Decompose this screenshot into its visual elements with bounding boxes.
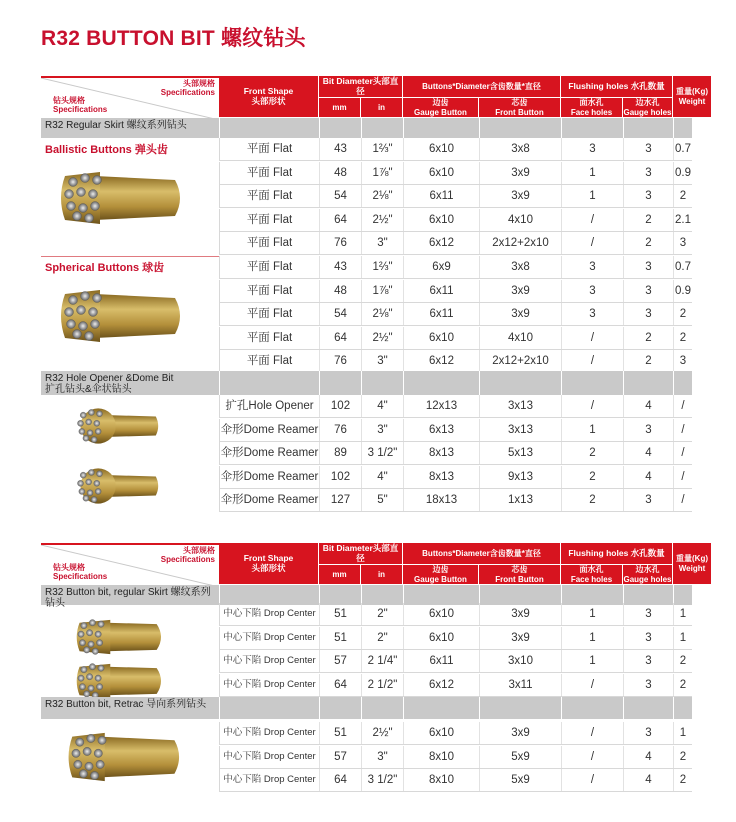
table-row: [219, 627, 692, 650]
front-button-cell: 3x9: [479, 280, 561, 302]
spec-header-cell: [41, 543, 219, 585]
diameter-in-cell: 4": [361, 395, 403, 417]
section-retrac-cell: [673, 697, 692, 719]
gauge-holes-cell: 2: [623, 327, 673, 349]
gauge-button-header: 边齿 Gauge Button: [403, 98, 478, 117]
section-button-regular-cell: [219, 585, 319, 605]
gauge-holes-cell: 3: [623, 674, 673, 696]
diameter-mm-cell: 54: [319, 303, 361, 325]
section-hole-opener-cell: [561, 371, 623, 395]
front-shape-cell: 平面 Flat: [219, 232, 319, 254]
spec-top-label: 头部规格 Specifications: [160, 546, 215, 564]
face-holes-cell: /: [561, 746, 623, 768]
diameter-in-cell: 2½": [361, 209, 403, 231]
section-regular-skirt: [41, 118, 219, 138]
table-row: [219, 603, 692, 626]
gauge-button-cell: 6x11: [403, 303, 479, 325]
gauge-holes-cell: 3: [623, 303, 673, 325]
diameter-mm-cell: 51: [319, 603, 361, 625]
front-shape-cell: 伞形Dome Reamer: [219, 419, 319, 441]
face-holes-cell: 3: [561, 138, 623, 160]
weight-cell: 0.9: [673, 280, 692, 302]
face-holes-cell: 3: [561, 256, 623, 278]
gauge-holes-cell: 2: [623, 232, 673, 254]
weight-cell: 1: [673, 722, 692, 744]
diameter-in-cell: 1⅞": [361, 280, 403, 302]
diameter-in-cell: 2⅛": [361, 185, 403, 207]
bit-diameter-header: Bit Diameter头部直径: [319, 543, 402, 564]
section-regular-skirt-cell: [623, 118, 673, 138]
buttons-header: Buttons*Diameter含齿数量*直径: [403, 76, 560, 97]
table-row: [219, 350, 692, 373]
gauge-button-cell: 6x10: [403, 162, 479, 184]
diameter-mm-cell: 64: [319, 209, 361, 231]
gauge-button-cell: 6x9: [403, 256, 479, 278]
diameter-in-cell: 3": [361, 746, 403, 768]
table-row: [219, 746, 692, 769]
weight-cell: /: [673, 419, 692, 441]
face-holes-cell: /: [561, 350, 623, 372]
mm-header: mm: [319, 565, 360, 584]
group-ballistic: Ballistic Buttons 弹头齿: [45, 144, 168, 156]
face-holes-cell: 1: [561, 419, 623, 441]
diameter-in-cell: 2 1/4": [361, 650, 403, 672]
front-shape-cell: 平面 Flat: [219, 327, 319, 349]
weight-cell: 0.7: [673, 256, 692, 278]
gauge-holes-cell: 4: [623, 442, 673, 464]
section-hole-opener: [41, 371, 219, 395]
section-retrac: [41, 697, 219, 719]
diameter-mm-cell: 48: [319, 162, 361, 184]
diameter-in-cell: 1⅔": [361, 138, 403, 160]
gauge-holes-cell: 3: [623, 650, 673, 672]
gauge-button-cell: 6x12: [403, 674, 479, 696]
diameter-mm-cell: 57: [319, 650, 361, 672]
diameter-mm-cell: 54: [319, 185, 361, 207]
diameter-mm-cell: 76: [319, 419, 361, 441]
weight-cell: 0.9: [673, 162, 692, 184]
table-row: [219, 419, 692, 442]
front-button-cell: 3x8: [479, 138, 561, 160]
weight-cell: 3: [673, 232, 692, 254]
diameter-mm-cell: 64: [319, 674, 361, 696]
front-button-header: 芯齿 Front Button: [479, 565, 560, 584]
section-button-regular-cell: [403, 585, 479, 605]
front-button-cell: 5x13: [479, 442, 561, 464]
front-shape-cell: 中心下陷 Drop Center: [219, 650, 319, 672]
front-button-header: 芯齿 Front Button: [479, 98, 560, 117]
section-retrac-cell: [403, 697, 479, 719]
front-shape-header: Front Shape 头部形状: [219, 543, 318, 584]
gauge-button-cell: 12x13: [403, 395, 479, 417]
gauge-holes-header: 边水孔 Gauge holes: [623, 565, 672, 584]
gauge-holes-cell: 3: [623, 419, 673, 441]
face-holes-cell: 1: [561, 185, 623, 207]
spherical-bit-image: [55, 286, 195, 346]
front-shape-cell: 扩孔Hole Opener: [219, 395, 319, 417]
diameter-in-cell: 3 1/2": [361, 769, 403, 791]
weight-cell: /: [673, 442, 692, 464]
diameter-mm-cell: 102: [319, 466, 361, 488]
spec-header-cell: [41, 76, 219, 118]
gauge-button-cell: 18x13: [403, 489, 479, 511]
front-button-cell: 5x9: [479, 746, 561, 768]
diameter-in-cell: 4": [361, 466, 403, 488]
gauge-button-cell: 6x11: [403, 650, 479, 672]
section-hole-opener-cell: [673, 371, 692, 395]
face-holes-cell: 2: [561, 466, 623, 488]
spec-top-label: 头部规格 Specifications: [160, 79, 215, 97]
gauge-button-cell: 6x12: [403, 232, 479, 254]
weight-cell: 2: [673, 650, 692, 672]
section-retrac-cell: [361, 697, 403, 719]
front-shape-cell: 平面 Flat: [219, 209, 319, 231]
front-button-cell: 1x13: [479, 489, 561, 511]
diameter-in-cell: 2": [361, 603, 403, 625]
gauge-button-cell: 8x13: [403, 466, 479, 488]
front-shape-cell: 中心下陷 Drop Center: [219, 722, 319, 744]
weight-cell: /: [673, 466, 692, 488]
weight-cell: 1: [673, 603, 692, 625]
weight-cell: /: [673, 489, 692, 511]
section-retrac-cell: [219, 697, 319, 719]
gauge-button-cell: 6x10: [403, 138, 479, 160]
gauge-holes-cell: 3: [623, 603, 673, 625]
diameter-in-cell: 2 1/2": [361, 674, 403, 696]
table-row: [219, 280, 692, 303]
table-row: [219, 395, 692, 418]
section-regular-skirt-cell: [319, 118, 361, 138]
front-shape-cell: 伞形Dome Reamer: [219, 466, 319, 488]
gauge-holes-cell: 3: [623, 280, 673, 302]
buttons-header: Buttons*Diameter含齿数量*直径: [403, 543, 560, 564]
diameter-mm-cell: 51: [319, 627, 361, 649]
section-retrac-cell: [561, 697, 623, 719]
section-regular-skirt-label: R32 Regular Skirt 螺纹系列钻头: [45, 120, 187, 131]
front-shape-cell: 中心下陷 Drop Center: [219, 603, 319, 625]
section-button-regular-cell: [479, 585, 561, 605]
section-regular-skirt-cell: [673, 118, 692, 138]
front-shape-cell: 中心下陷 Drop Center: [219, 627, 319, 649]
diameter-in-cell: 2½": [361, 722, 403, 744]
face-holes-cell: /: [561, 674, 623, 696]
face-holes-cell: 1: [561, 162, 623, 184]
front-shape-cell: 中心下陷 Drop Center: [219, 746, 319, 768]
section-regular-skirt-cell: [403, 118, 479, 138]
diameter-mm-cell: 76: [319, 350, 361, 372]
section-button-regular-label: R32 Button bit, regular Skirt 螺纹系列钻头: [45, 587, 211, 609]
table-row: [219, 327, 692, 350]
front-shape-cell: 伞形Dome Reamer: [219, 489, 319, 511]
section-button-regular-cell: [623, 585, 673, 605]
diameter-mm-cell: 76: [319, 232, 361, 254]
face-holes-header: 面水孔 Face holes: [561, 98, 622, 117]
table-row: [219, 232, 692, 255]
diameter-mm-cell: 51: [319, 722, 361, 744]
front-button-cell: 3x8: [479, 256, 561, 278]
face-holes-cell: 3: [561, 280, 623, 302]
section-hole-opener-cell: [403, 371, 479, 395]
section-button-regular-cell: [561, 585, 623, 605]
diameter-in-cell: 2": [361, 627, 403, 649]
front-shape-cell: 平面 Flat: [219, 138, 319, 160]
section-retrac-cell: [479, 697, 561, 719]
gauge-button-cell: 6x10: [403, 327, 479, 349]
weight-header: 重量(Kg) Weight: [673, 543, 711, 584]
gauge-holes-cell: 3: [623, 185, 673, 207]
gauge-holes-cell: 4: [623, 395, 673, 417]
face-holes-cell: /: [561, 327, 623, 349]
diameter-in-cell: 2½": [361, 327, 403, 349]
section-regular-skirt-cell: [561, 118, 623, 138]
weight-cell: /: [673, 395, 692, 417]
face-holes-cell: /: [561, 232, 623, 254]
diameter-mm-cell: 57: [319, 746, 361, 768]
gauge-holes-cell: 3: [623, 162, 673, 184]
diameter-mm-cell: 127: [319, 489, 361, 511]
table-row: [219, 722, 692, 745]
gauge-holes-cell: 3: [623, 627, 673, 649]
front-shape-header: Front Shape 头部形状: [219, 76, 318, 117]
weight-cell: 3: [673, 350, 692, 372]
face-holes-cell: /: [561, 209, 623, 231]
gauge-button-cell: 6x10: [403, 209, 479, 231]
group-spherical: Spherical Buttons 球齿: [45, 262, 165, 274]
gauge-button-cell: 6x11: [403, 185, 479, 207]
weight-cell: 2.1: [673, 209, 692, 231]
table-row: [219, 256, 692, 279]
section-button-regular: [41, 585, 219, 609]
gauge-holes-header: 边水孔 Gauge holes: [623, 98, 672, 117]
front-shape-cell: 平面 Flat: [219, 280, 319, 302]
gauge-holes-cell: 2: [623, 350, 673, 372]
front-shape-cell: 平面 Flat: [219, 350, 319, 372]
table-row: [219, 303, 692, 326]
section-hole-opener-cell: [219, 371, 319, 395]
diameter-mm-cell: 89: [319, 442, 361, 464]
spec-bottom-label: 钻头规格 Specifications: [53, 96, 108, 115]
dome-reamer-image: [71, 456, 166, 516]
diameter-in-cell: 3": [361, 232, 403, 254]
front-button-cell: 3x9: [479, 303, 561, 325]
table-row: [219, 138, 692, 161]
front-button-cell: 2x12+2x10: [479, 350, 561, 372]
weight-cell: 1: [673, 627, 692, 649]
section-retrac-label: R32 Button bit, Retrac 导向系列钻头: [45, 699, 207, 710]
section-hole-opener-cell: [361, 371, 403, 395]
diameter-in-cell: 1⅞": [361, 162, 403, 184]
in-header: in: [361, 98, 402, 117]
front-shape-cell: 中心下陷 Drop Center: [219, 769, 319, 791]
table-row: [219, 162, 692, 185]
front-shape-cell: 伞形Dome Reamer: [219, 442, 319, 464]
front-shape-cell: 平面 Flat: [219, 185, 319, 207]
mm-header: mm: [319, 98, 360, 117]
diameter-in-cell: 5": [361, 489, 403, 511]
gauge-holes-cell: 3: [623, 138, 673, 160]
weight-header: 重量(Kg) Weight: [673, 76, 711, 117]
gauge-button-header: 边齿 Gauge Button: [403, 565, 478, 584]
page-title: R32 BUTTON BIT 螺纹钻头: [41, 27, 306, 50]
weight-cell: 0.7: [673, 138, 692, 160]
gauge-button-cell: 6x12: [403, 350, 479, 372]
weight-cell: 2: [673, 746, 692, 768]
front-button-cell: 3x13: [479, 395, 561, 417]
section-retrac-cell: [623, 697, 673, 719]
section-hole-opener-cell: [319, 371, 361, 395]
face-holes-cell: 1: [561, 650, 623, 672]
front-button-cell: 3x9: [479, 603, 561, 625]
diameter-mm-cell: 64: [319, 769, 361, 791]
front-button-cell: 5x9: [479, 769, 561, 791]
section-regular-skirt-cell: [219, 118, 319, 138]
diameter-in-cell: 3": [361, 350, 403, 372]
section-button-regular-cell: [319, 585, 361, 605]
diameter-in-cell: 3 1/2": [361, 442, 403, 464]
front-button-cell: 9x13: [479, 466, 561, 488]
diameter-mm-cell: 64: [319, 327, 361, 349]
weight-cell: 2: [673, 769, 692, 791]
face-holes-cell: 1: [561, 603, 623, 625]
section-regular-skirt-cell: [479, 118, 561, 138]
table-row: [219, 489, 692, 512]
front-button-cell: 3x9: [479, 185, 561, 207]
gauge-holes-cell: 3: [623, 256, 673, 278]
section-button-regular-cell: [361, 585, 403, 605]
section-regular-skirt-cell: [361, 118, 403, 138]
diameter-in-cell: 2⅛": [361, 303, 403, 325]
front-button-cell: 3x10: [479, 650, 561, 672]
gauge-button-cell: 8x10: [403, 769, 479, 791]
gauge-button-cell: 6x13: [403, 419, 479, 441]
front-button-cell: 3x9: [479, 722, 561, 744]
face-holes-cell: 2: [561, 442, 623, 464]
front-button-cell: 2x12+2x10: [479, 232, 561, 254]
face-holes-cell: 2: [561, 489, 623, 511]
gauge-button-cell: 6x10: [403, 722, 479, 744]
diameter-mm-cell: 102: [319, 395, 361, 417]
table-drop-center: [41, 542, 708, 793]
face-holes-cell: 1: [561, 627, 623, 649]
front-shape-cell: 平面 Flat: [219, 303, 319, 325]
diameter-mm-cell: 43: [319, 256, 361, 278]
gauge-holes-cell: 3: [623, 489, 673, 511]
front-shape-cell: 中心下陷 Drop Center: [219, 674, 319, 696]
diameter-in-cell: 1⅔": [361, 256, 403, 278]
flushing-holes-header: Flushing holes 水孔数量: [561, 76, 672, 97]
table-row: [219, 650, 692, 673]
face-holes-header: 面水孔 Face holes: [561, 565, 622, 584]
weight-cell: 2: [673, 327, 692, 349]
table-header: [41, 75, 708, 118]
diameter-mm-cell: 48: [319, 280, 361, 302]
hole-opener-image: [71, 396, 166, 456]
gauge-button-cell: 6x10: [403, 603, 479, 625]
front-button-cell: 4x10: [479, 209, 561, 231]
front-shape-cell: 平面 Flat: [219, 256, 319, 278]
weight-cell: 2: [673, 674, 692, 696]
gauge-holes-cell: 4: [623, 769, 673, 791]
table-row: [219, 466, 692, 489]
table-regular-skirt: [41, 75, 708, 512]
diameter-in-cell: 3": [361, 419, 403, 441]
gauge-holes-cell: 4: [623, 466, 673, 488]
diameter-mm-cell: 43: [319, 138, 361, 160]
front-button-cell: 3x9: [479, 627, 561, 649]
in-header: in: [361, 565, 402, 584]
weight-cell: 2: [673, 303, 692, 325]
table-row: [219, 185, 692, 208]
retrac-bit-image: [63, 727, 193, 787]
weight-cell: 2: [673, 185, 692, 207]
gauge-holes-cell: 4: [623, 746, 673, 768]
gauge-button-cell: 6x11: [403, 280, 479, 302]
section-hole-opener-cell: [479, 371, 561, 395]
face-holes-cell: /: [561, 395, 623, 417]
front-button-cell: 3x13: [479, 419, 561, 441]
table-header: [41, 542, 708, 585]
section-hole-opener-cell: [623, 371, 673, 395]
section-button-regular-cell: [673, 585, 692, 605]
spec-bottom-label: 钻头规格 Specifications: [53, 563, 108, 582]
gauge-button-cell: 8x13: [403, 442, 479, 464]
table-row: [219, 209, 692, 232]
table-row: [219, 442, 692, 465]
front-button-cell: 4x10: [479, 327, 561, 349]
flushing-holes-header: Flushing holes 水孔数量: [561, 543, 672, 564]
face-holes-cell: /: [561, 722, 623, 744]
gauge-button-cell: 8x10: [403, 746, 479, 768]
gauge-holes-cell: 2: [623, 209, 673, 231]
section-retrac-cell: [319, 697, 361, 719]
section-hole-opener-label: R32 Hole Opener &Dome Bit 扩孔钻头&伞状钻头: [45, 373, 174, 395]
face-holes-cell: /: [561, 769, 623, 791]
table-row: [219, 769, 692, 792]
face-holes-cell: 3: [561, 303, 623, 325]
gauge-holes-cell: 3: [623, 722, 673, 744]
gauge-button-cell: 6x10: [403, 627, 479, 649]
front-button-cell: 3x9: [479, 162, 561, 184]
table-row: [219, 674, 692, 697]
front-shape-cell: 平面 Flat: [219, 162, 319, 184]
bit-diameter-header: Bit Diameter头部直径: [319, 76, 402, 97]
ballistic-bit-image: [55, 168, 195, 228]
front-button-cell: 3x11: [479, 674, 561, 696]
group-divider: [41, 256, 219, 257]
